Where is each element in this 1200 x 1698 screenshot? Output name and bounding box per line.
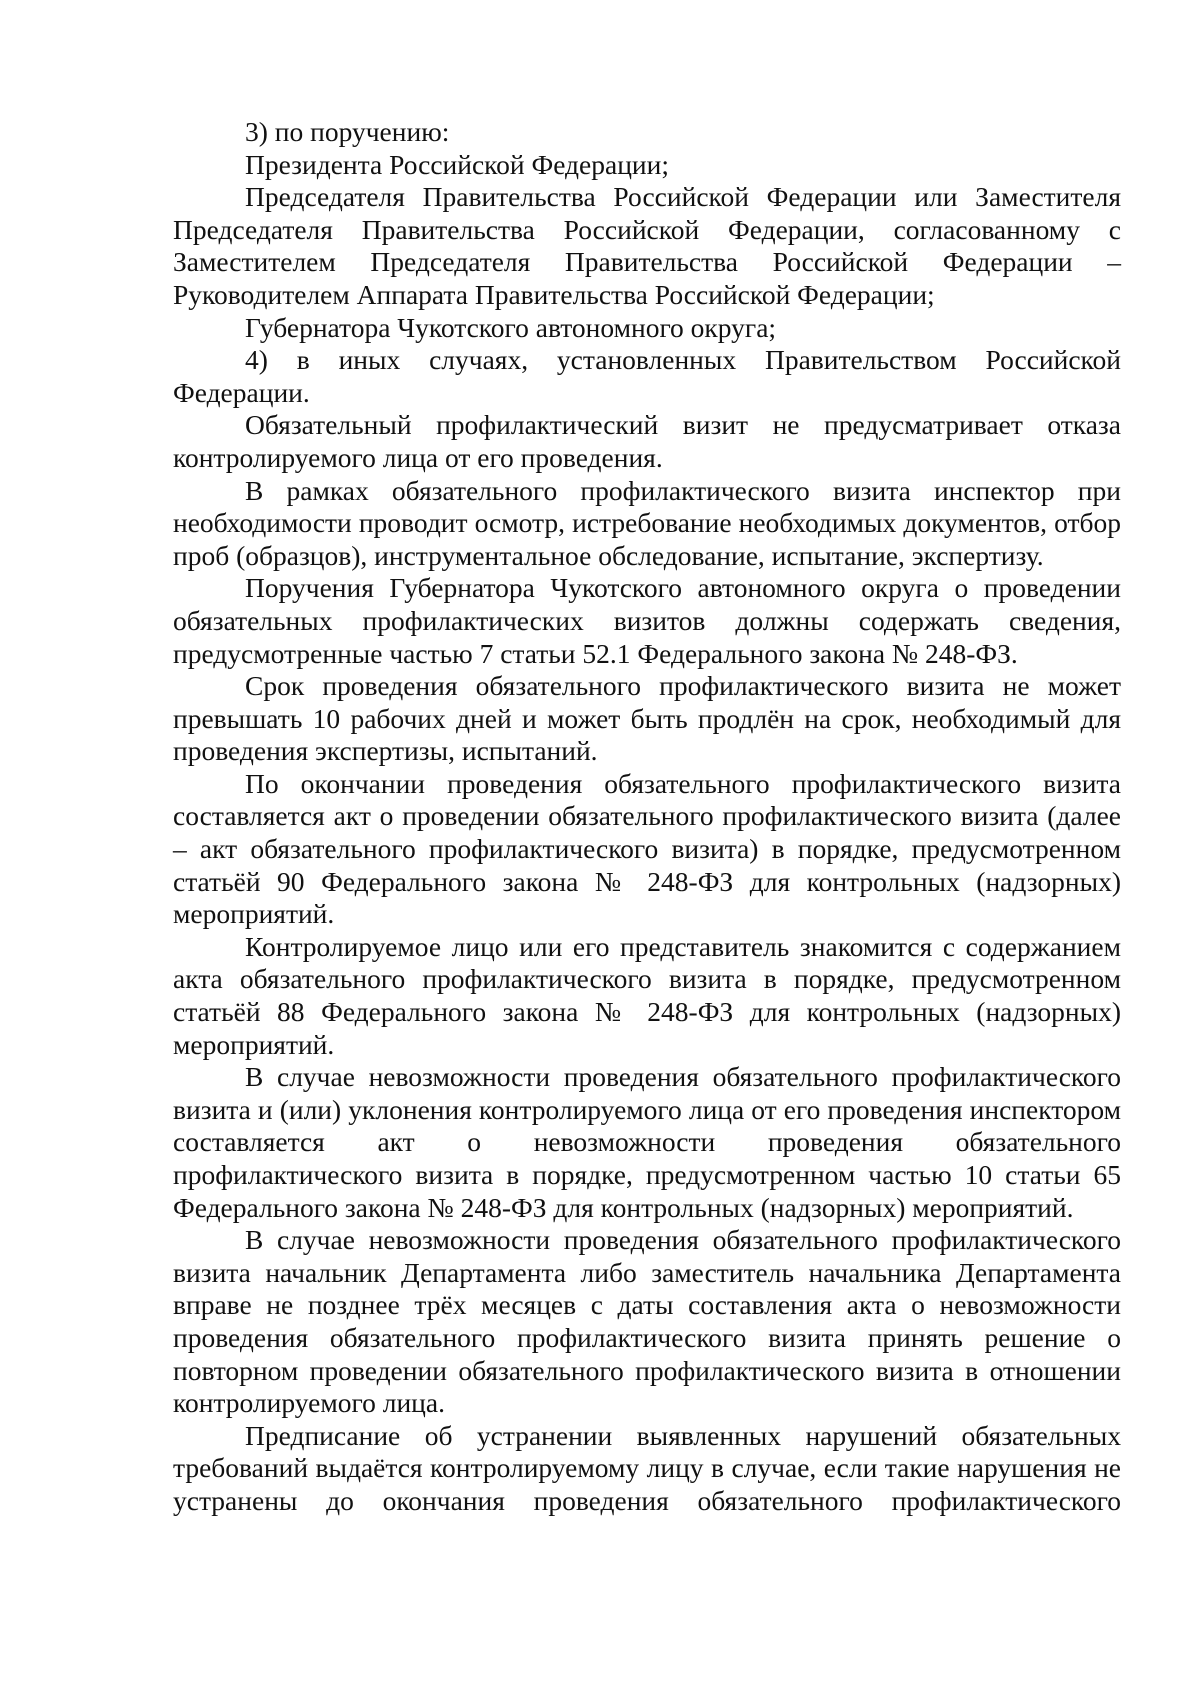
paragraph-governor-orders: Поручения Губернатора Чукотского автономного округа о проведении обязательных профилактических визитов должны содержать сведения, предусмотренные частью 7 статьи 52.1 Федерального закона № 248-ФЗ. (173, 572, 1121, 669)
paragraph-visit-act: По окончании проведения обязательного профилактического визита составляется акт о проведении обязательного профилактического визита (далее – акт обязательного профилактического визита) в порядке, предусмотренном статьёй 90 Федерального закона № 248-ФЗ для контрольных (надзорных) мероприятий. (173, 767, 1121, 930)
paragraph-prescription: Предписание об устранении выявленных нарушений обязательных требований выдаётся контролируемому лицу в случае, если такие нарушения не устранены до окончания проведения обязательного профилактического (173, 1419, 1121, 1516)
paragraph-governor: Губернатора Чукотского автономного округа; (245, 311, 777, 343)
paragraph-impossibility-act: В случае невозможности проведения обязательного профилактического визита и (или) уклонения контролируемого лица от его проведения инспектором составляется акт о невозможности проведения обязательного профилактического визита в порядке, предусмотренном частью 10 статьи 65 Федерального закона № 248-ФЗ для контрольных (надзорных) мероприятий. (173, 1061, 1121, 1223)
paragraph-order-item-3: 3) по поручению: (245, 116, 450, 147)
paragraph-repeat-visit: В случае невозможности проведения обязательного профилактического визита начальник Департамента либо заместитель начальника Департамента вправе не позднее трёх месяцев с даты составления акта о невозможности проведения обязательного профилактического визита принять решение о повторном проведении обязательного профилактического визита в отношении контролируемого лица. (173, 1224, 1121, 1419)
paragraph-act-familiarization: Контролируемое лицо или его представитель знакомится с содержанием акта обязательного профилактического визита в порядке, предусмотренном статьёй 88 Федерального закона № 248-ФЗ для контрольных (надзорных) мероприятий. (173, 930, 1121, 1060)
document-body (173, 116, 1121, 1518)
paragraph-visit-duration: Срок проведения обязательного профилактического визита не может превышать 10 рабочих дней и может быть продлён на срок, необходимый для проведения экспертизы, испытаний. (173, 670, 1121, 767)
paragraph-government-chairman: Председателя Правительства Российской Федерации или Заместителя Председателя Правительства Российской Федерации, согласованному с Заместителем Председателя Правительства Российской Федерации – Руководителем Аппарата Правительства Российской Федерации; (173, 181, 1121, 310)
paragraph-president: Президента Российской Федерации; (245, 148, 669, 180)
paragraph-inspector-actions: В рамках обязательного профилактического визита инспектор при необходимости проводит осмотр, истребование необходимых документов, отбор проб (образцов), инструментальное обследование, испытание, экспертизу. (173, 474, 1121, 571)
paragraph-no-refusal: Обязательный профилактический визит не предусматривает отказа контролируемого лица от его проведения. (173, 409, 1121, 473)
paragraph-other-cases-item-4: 4) в иных случаях, установленных Правительством Российской Федерации. (173, 344, 1121, 408)
